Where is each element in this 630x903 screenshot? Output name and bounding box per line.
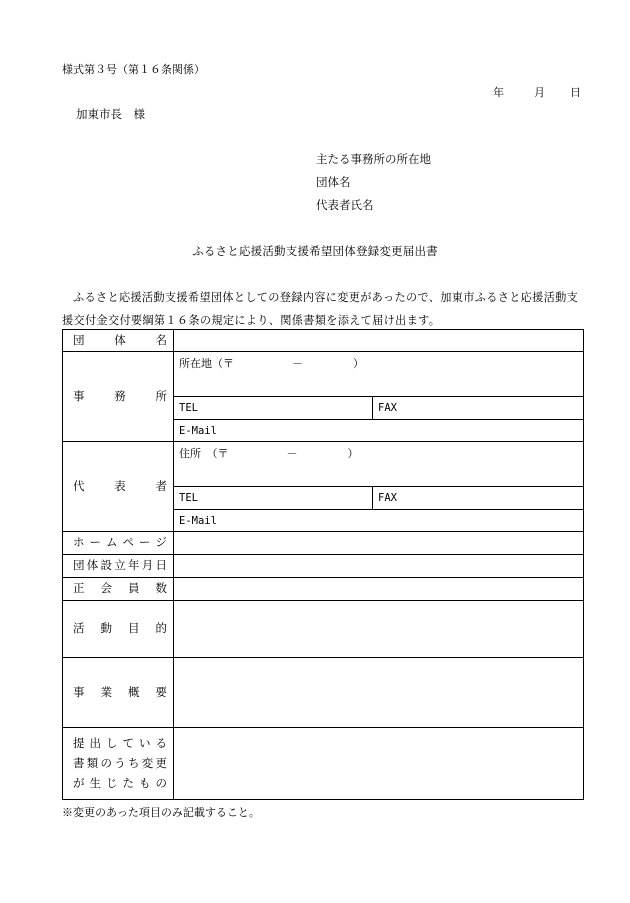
office-label: 事 務 所 — [73, 388, 167, 403]
group-name-label-cell — [63, 330, 174, 352]
representative-tel-label: TEL — [179, 492, 198, 505]
document-title: ふるさと応援活動支援希望団体登録変更届出書 — [192, 244, 438, 258]
representative-label-cell — [63, 442, 174, 532]
representative-fax-field[interactable] — [373, 487, 584, 510]
row-representative-address — [63, 442, 584, 487]
registration-change-table — [62, 329, 584, 800]
activity-purpose-label: 活 動 目 的 — [73, 621, 167, 636]
row-business-overview — [63, 658, 584, 728]
purpose-label-cell — [63, 601, 174, 658]
members-label-cell — [63, 578, 174, 601]
representative-address-field[interactable] — [174, 442, 584, 487]
office-address-prefix: 所在地（〒 — [179, 357, 234, 370]
office-postal-dash: － — [292, 357, 303, 370]
office-tel-field[interactable] — [174, 397, 373, 420]
members-count-field[interactable] — [174, 578, 584, 601]
business-overview-label: 事 業 概 要 — [73, 684, 167, 699]
body-text: ふるさと応援活動支援希望団体としての登録内容に変更があったので、加東市ふるさと応援活動支援交付金交付要綱第１６条の規定により、関係書類を添えて届け出ます。 — [62, 291, 579, 327]
representative-fax-label: FAX — [378, 492, 397, 505]
activity-purpose-field[interactable] — [174, 601, 584, 658]
representative-email-label: E-Mail — [179, 514, 217, 527]
addressee: 加東市長 様 — [76, 107, 145, 121]
office-fax-field[interactable] — [373, 397, 584, 420]
office-tel-label: TEL — [179, 402, 198, 415]
row-homepage — [63, 532, 584, 555]
representative-label: 代 表 者 — [73, 478, 167, 493]
date-year-label: 年 — [493, 86, 504, 99]
date-day-label: 日 — [570, 86, 581, 99]
homepage-label: ホ ー ム ペ ー ジ — [73, 535, 167, 550]
established-date-field[interactable] — [174, 555, 584, 578]
homepage-label-cell — [63, 532, 174, 555]
applicant-group-name-label: 団体名 — [316, 175, 351, 189]
representative-tel-field[interactable] — [174, 487, 373, 510]
office-email-label: E-Mail — [179, 424, 217, 437]
date-month-label: 月 — [534, 86, 545, 99]
row-activity-purpose — [63, 601, 584, 658]
footnote: ※変更のあった項目のみ記載すること。 — [62, 806, 260, 819]
representative-postal-dash: － — [286, 447, 298, 460]
members-count-label: 正 会 員 数 — [73, 581, 167, 596]
row-established-date — [63, 555, 584, 578]
form-number: 様式第３号（第１６条関係） — [62, 63, 205, 76]
group-name-label: 団 体 名 — [73, 332, 167, 347]
applicant-office-address-label: 主たる事務所の所在地 — [316, 152, 431, 166]
row-office-address — [63, 352, 584, 397]
representative-email-field[interactable] — [174, 510, 584, 532]
row-group-name — [63, 330, 584, 352]
office-fax-label: FAX — [378, 402, 397, 415]
office-email-field[interactable] — [174, 420, 584, 442]
office-label-cell — [63, 352, 174, 442]
changed-documents-label: 提 出 し て い る 書 類 の う ち 変 更 が 生 じ た も の — [73, 735, 167, 790]
changed-documents-field[interactable] — [174, 728, 584, 800]
office-address-suffix: ） — [353, 357, 364, 370]
established-label-cell — [63, 555, 174, 578]
office-address-field[interactable] — [174, 352, 584, 397]
row-members — [63, 578, 584, 601]
applicant-representative-label: 代表者氏名 — [316, 198, 374, 212]
business-label-cell — [63, 658, 174, 728]
changed-docs-label-cell — [63, 728, 174, 800]
representative-address-suffix: ） — [347, 447, 359, 460]
business-overview-field[interactable] — [174, 658, 584, 728]
homepage-field[interactable] — [174, 532, 584, 555]
row-changed-documents — [63, 728, 584, 800]
representative-address-prefix: 住所 （〒 — [179, 447, 229, 460]
established-date-label: 団 体 設 立 年 月 日 — [73, 558, 167, 573]
group-name-field[interactable] — [174, 330, 584, 352]
